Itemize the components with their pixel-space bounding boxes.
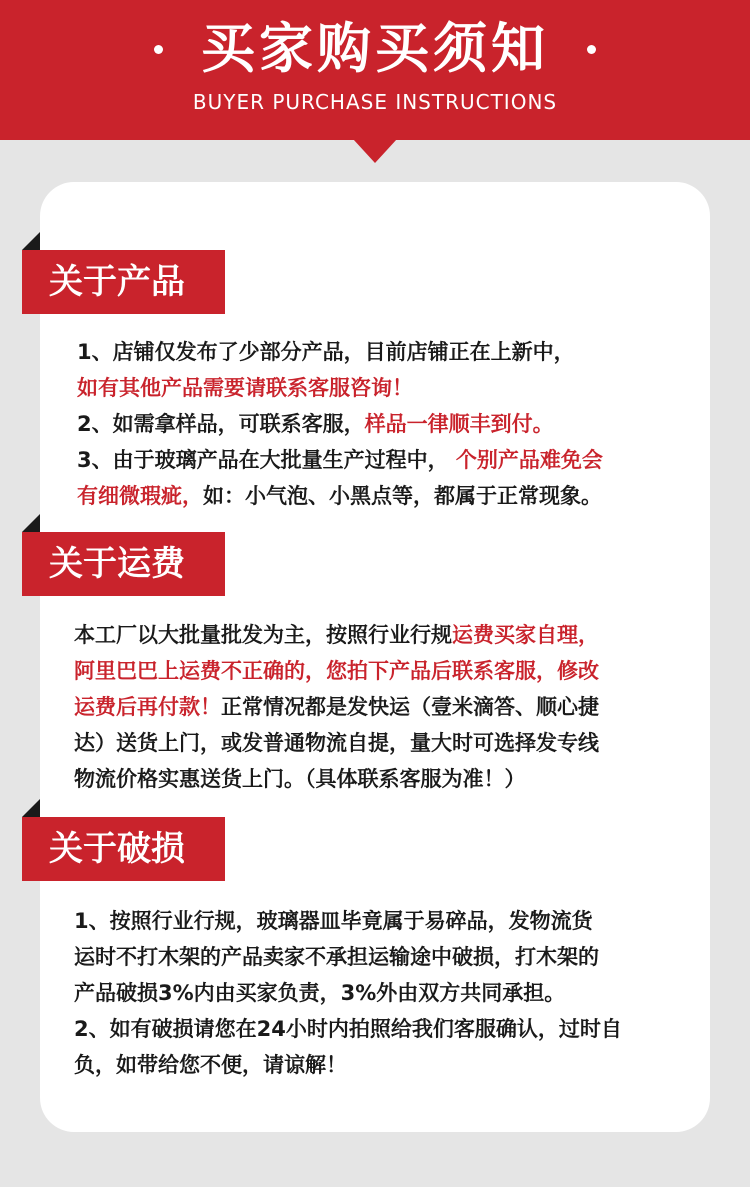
text-line [74,1047,684,1083]
section-text-damage [74,903,684,1083]
highlight-text: 运费买家自理， [452,623,599,647]
highlight-text: 如有其他产品需要请联系客服咨询！ [77,376,413,400]
text-line [74,1011,684,1047]
highlight-text: 样品一律顺丰到付。 [364,412,554,436]
highlight-text: 个别产品难免会 [455,448,603,472]
text-line [74,653,684,689]
body-text: 1、按照行业行规，玻璃器皿毕竟属于易碎品，发物流货 [74,909,593,933]
body-text: 2、如需拿样品，可联系客服， [77,412,365,436]
body-text: 本工厂以大批量批发为主，按照行业行规 [74,623,452,647]
body-text: 正常情况都是发快运（壹米滴答、顺心捷 [221,695,599,719]
header-banner [0,0,750,140]
body-text: 运时不打木架的产品卖家不承担运输途中破损，打木架的 [74,945,599,969]
right-dot-icon [587,45,596,54]
body-text: 3、由于玻璃产品在大批量生产过程中， [77,448,456,472]
section-label-products: 关于产品 [22,250,225,314]
text-line [74,617,684,653]
text-line [74,689,684,725]
body-text: 物流价格实惠送货上门。（具体联系客服为准！） [74,767,526,791]
text-line [77,442,687,478]
body-text: 产品破损3%内由买家负责，3%外由双方共同承担。 [74,981,566,1005]
header-arrow-icon [353,139,397,163]
text-line [77,370,687,406]
body-text: 2、如有破损请您在24小时内拍照给我们客服确认，过时自 [74,1017,622,1041]
highlight-text: 阿里巴巴上运费不正确的，您拍下产品后联系客服，修改 [74,659,599,683]
text-line [74,903,684,939]
highlight-text: 运费后再付款！ [74,695,221,719]
body-text: 负，如带给您不便，请谅解！ [74,1053,347,1077]
section-label-damage: 关于破损 [22,817,225,881]
highlight-text: 有细微瑕疵， [77,484,203,508]
body-text: 1、店铺仅发布了少部分产品，目前店铺正在上新中， [77,340,575,364]
left-dot-icon [154,45,163,54]
text-line [74,761,684,797]
text-line [74,939,684,975]
section-text-shipping [74,617,684,797]
text-line [74,725,684,761]
label-fold-icon [22,514,40,532]
page-title: 买家购买须知 [201,17,549,80]
body-text: 如：小气泡、小黑点等，都属于正常现象。 [203,484,602,508]
section-label-shipping: 关于运费 [22,532,225,596]
text-line [77,478,687,514]
body-text: 达）送货上门，或发普通物流自提，量大时可选择发专线 [74,731,599,755]
label-fold-icon [22,232,40,250]
section-text-products [77,334,687,514]
title-row [0,16,750,82]
text-line [77,406,687,442]
label-fold-icon [22,799,40,817]
text-line [77,334,687,370]
page-subtitle: BUYER PURCHASE INSTRUCTIONS [192,90,558,114]
text-line [74,975,684,1011]
